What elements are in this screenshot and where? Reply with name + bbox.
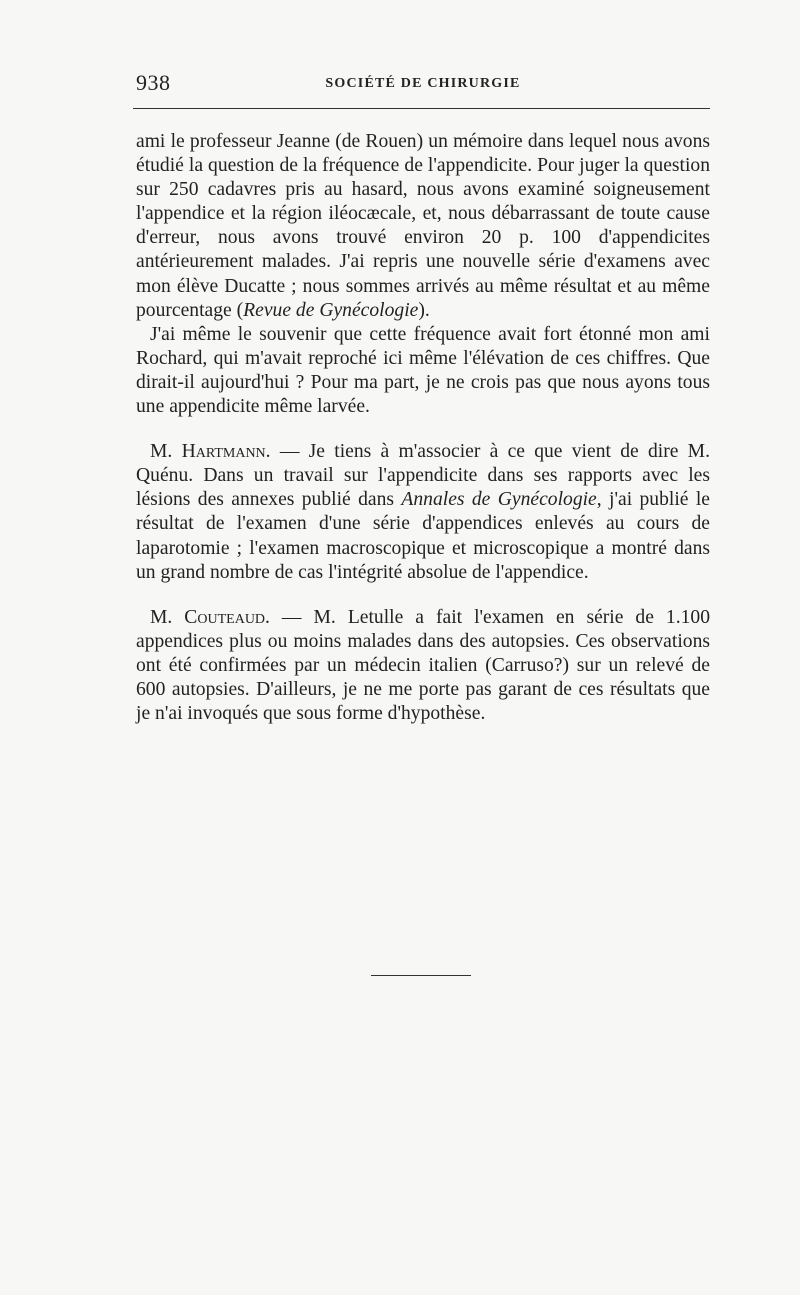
paragraph-2: J'ai même le souvenir que cette fréquence avait fort étonné mon ami Rochard, qui m'avait reproché ici même l'élévation de ces chiffres. Que dirait-il aujourd'hui ? Pour ma part, je ne crois pas que nous ayons tous une appendicite même larvée. (136, 323, 710, 418)
journal-title-revue: Revue de Gynécologie (243, 299, 419, 321)
paragraph-1-end: ). (418, 299, 430, 321)
page-number: 938 (136, 70, 171, 95)
paragraph-couteaud (136, 606, 710, 726)
speaker-hartmann: M. Hartmann. (150, 441, 271, 463)
body-text (136, 130, 710, 726)
page-header (136, 70, 710, 100)
paragraph-1 (136, 130, 710, 323)
speaker-couteaud: M. Couteaud. (150, 606, 270, 628)
header-rule (133, 108, 710, 109)
paragraph-hartmann-text-a: — Je tiens à m'associer à ce que vient de dire M. Quénu. Dans un travail sur l'appendicite dans ses rapports avec les lésions des annexes publié dans (136, 441, 710, 511)
paragraph-couteaud-text: — M. Letulle a fait l'examen en série de 1.100 appendices plus ou moins malades dans des autopsies. Ces observations ont été confirmées par un médecin italien (Carruso?) sur un relevé de 600 autopsies. D'ailleurs, je ne me porte pas garant de ces résultats que je n'ai invoqués que sous forme d'hypothèse. (136, 606, 710, 725)
journal-title-annales: Annales de Gynécologie (401, 489, 597, 511)
paragraph-1-text: ami le professeur Jeanne (de Rouen) un mémoire dans lequel nous avons étudié la question de la fréquence de l'appendicite. Pour juger la question sur 250 cadavres pris au hasard, nous avons examiné soigneusement l'appendice et la région iléocæcale, et, nous débarrassant de toute cause d'erreur, nous avons trouvé environ 20 p. 100 d'appendicites antérieurement malades. J'ai repris une nouvelle série d'examens avec mon élève Ducatte ; nous sommes arrivés au même résultat et au même pourcentage ( (136, 131, 710, 321)
paragraph-hartmann-text-b: , j'ai publié le résultat de l'examen d'une série d'appendices enlevés au cours de laparotomie ; l'examen macroscopique et microscopique a montré dans un grand nombre de cas l'intégrité absolue de l'appendice. (136, 489, 710, 583)
running-head: SOCIÉTÉ DE CHIRURGIE (325, 76, 521, 91)
end-rule (371, 975, 471, 976)
paragraph-hartmann (136, 440, 710, 585)
